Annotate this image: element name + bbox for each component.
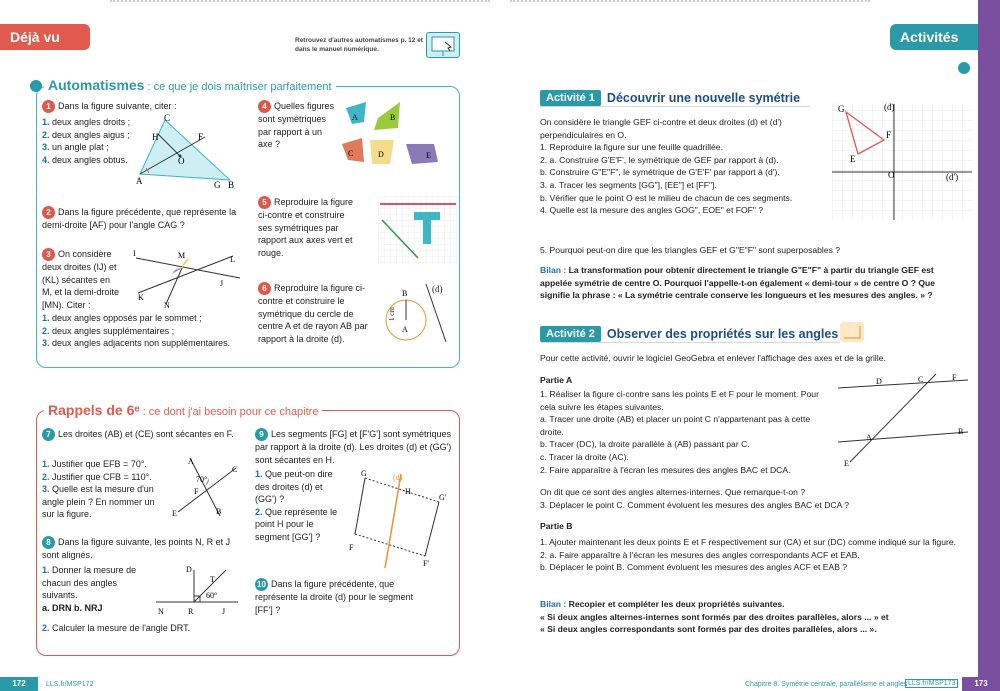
part-b-title: Partie B — [540, 521, 573, 531]
svg-text:A: A — [188, 457, 194, 466]
svg-text:G': G' — [439, 493, 447, 502]
activity-2-heading: Activité 2 Observer des propriétés sur les angles — [540, 326, 838, 342]
page-dots — [510, 0, 870, 8]
ex6-figure — [380, 282, 450, 352]
svg-text:O: O — [888, 170, 895, 180]
svg-text:E: E — [426, 151, 431, 160]
activity-2-intro: Pour cette activité, ouvrir le logiciel GeoGebra et enlever l'affichage des axes et de la grille. — [540, 353, 886, 363]
automatismes-header: Automatismes : ce que je dois maîtriser parfaitement — [44, 77, 336, 93]
ex7-figure — [170, 454, 245, 524]
part-a-text: 1. Réaliser la figure ci-contre sans les points E et F pour le moment. Pour cela suivre les étapes suivantes. a. Tracer une droite (AB) et placer un point C n'appartenant pas à cette droite. b. Tracer (DC), la droite parallèle à (AB) passant par C. c. Tracer la droite (AC). 2. Faire apparaître à l'écran les mesures des angles BAC et DCA. — [540, 389, 819, 475]
ex9-list: 1. Que peut-on dire des droites (d) et (GG') ? 2. Que représente le point H pour le segment [GG'] ? — [255, 469, 338, 542]
svg-text:N: N — [158, 607, 164, 616]
svg-text:R: R — [188, 607, 194, 616]
svg-text:B: B — [390, 113, 396, 122]
svg-text:(d): (d) — [432, 284, 443, 294]
ex8-q2: 2. Calculer la mesure de l'angle DRT. — [42, 623, 191, 633]
svg-text:E: E — [172, 509, 177, 518]
monitor-icon[interactable] — [426, 32, 460, 58]
svg-text:J: J — [220, 279, 224, 288]
teal-dot — [30, 80, 42, 92]
svg-text:D: D — [876, 377, 882, 386]
svg-text:K: K — [138, 293, 144, 302]
footer-left[interactable]: LLS.fr/MSP172 — [46, 681, 94, 688]
activity-2-bilan: Bilan : Recopier et compléter les deux propriétés suivantes. « Si deux angles alternes-internes sont formés par des droites parallèles, alors ... » et « Si deux angles correspondants sont formés par des droites parallèles, alors ... ». — [540, 599, 889, 635]
svg-text:F: F — [952, 373, 957, 382]
svg-text:G: G — [361, 470, 367, 478]
footer-chapter: Chapitre 8. Symétrie centrale, parallélisme et angles — [745, 681, 908, 688]
svg-text:F: F — [886, 130, 892, 140]
svg-text:T: T — [210, 575, 215, 584]
svg-text:E: E — [850, 154, 856, 164]
svg-text:F': F' — [423, 559, 429, 568]
ex8-figure — [150, 562, 242, 620]
geogebra-icon[interactable] — [840, 322, 864, 342]
ex3: 3 On considère deux droites (IJ) et (KL) sécantes en M, et la demi-droite [MN). Citer : — [42, 249, 120, 310]
purple-spine — [978, 0, 1000, 691]
divider-1 — [540, 106, 810, 107]
activity-1-text: On considère le triangle GEF ci-contre et deux droites (d) et (d') perpendiculaires en O. 1. Reproduire la figure sur une feuille quadrillée. 2. a. Construire G'E'F', le symétrique de GEF par rapport à (d). b. Construire G"E"F", le symétrique de G'E'F' par rapport à (d'). 3. a. Tracer les segments [GG"], [EE"] et [FF"]. b. Vérifier que le point O est le milieu de chacun de ces segments. 4. Quelle est la mesure des angles GOG", EOE" et FOF" ? — [540, 117, 793, 216]
ex9: 9 Les segments [FG] et [F'G'] sont symétriques par rapport à la droite (d). Les droites (d) et (GG') sont sécantes en H. — [255, 429, 452, 465]
footer-link-right[interactable]: LLS.fr/MSP173 — [905, 679, 958, 688]
svg-text:C: C — [348, 149, 354, 158]
svg-text:F: F — [198, 132, 204, 142]
ex2: 2 Dans la figure précédente, que représente la demi-droite [AF) pour l'angle CAG ? — [42, 207, 237, 231]
activity-1-figure — [832, 100, 972, 220]
ex9-figure — [345, 470, 457, 570]
activites-tab: Activités — [890, 24, 978, 50]
ex1: 1 Dans la figure suivante, citer : — [42, 100, 202, 113]
svg-text:H: H — [152, 132, 159, 142]
ex8-list: 1. Donner la mesure de chacun des angles suivants. a. DRN b. NRJ — [42, 565, 137, 613]
part-b-text: 1. Ajouter maintenant les deux points E et F respectivement sur (CA) et sur (DC) comme indiqué sur la figure. 2. a. Faire apparaître à l'écran les mesures des angles correspondants ACF et EAB. b. Déplacer le point B. Comment évoluent les mesures des angles ACF et EAB ? — [540, 537, 957, 573]
svg-text:A: A — [402, 325, 408, 334]
svg-text:F: F — [349, 543, 354, 552]
svg-text:C: C — [918, 375, 924, 384]
ex5-figure — [378, 196, 458, 264]
svg-text:O: O — [178, 156, 185, 166]
ex3-figure — [128, 248, 243, 310]
activity-1-heading: Activité 1 Découvrir une nouvelle symétrie — [540, 90, 800, 106]
part-a-text-2: On dit que ce sont des angles alternes-internes. Que remarque-t-on ? 3. Déplacer le point C. Comment évoluent les mesures des angles BAC et DCA ? — [540, 487, 850, 510]
activity-2-figure — [832, 372, 972, 468]
svg-text:A: A — [136, 176, 143, 186]
ex4: 4 Quelles figures sont symétriques par rapport à un axe ? — [258, 101, 335, 150]
svg-text:(d'): (d') — [946, 172, 959, 182]
svg-text:A: A — [866, 433, 872, 442]
ex1-figure — [130, 112, 240, 192]
svg-text:1 cm: 1 cm — [388, 307, 396, 321]
svg-text:B: B — [402, 289, 408, 298]
svg-text:A: A — [352, 113, 358, 122]
svg-text:C: C — [232, 465, 238, 474]
svg-text:E: E — [844, 459, 849, 468]
page-number-left: 172 — [0, 677, 38, 691]
svg-text:D: D — [186, 565, 192, 574]
svg-text:B: B — [216, 507, 222, 516]
svg-text:(d): (d) — [393, 473, 403, 482]
ex5: 5 Reproduire la figure ci-contre et construire ses symétriques par rapport aux axes vert et rouge. — [258, 197, 354, 258]
svg-text:M: M — [178, 251, 186, 260]
rappels-header: Rappels de 6ᵉ : ce dont j'ai besoin pour ce chapitre — [44, 402, 322, 418]
deja-vu-tab: Déjà vu — [0, 24, 90, 50]
activity-1-q5: 5. Pourquoi peut-on dire que les triangles GEF et G"E"F" sont superposables ? — [540, 245, 841, 255]
svg-text:I: I — [133, 249, 136, 258]
divider-2 — [540, 342, 840, 343]
ex3-list: 1. deux angles opposés par le sommet ; 2. deux angles supplémentaires ; 3. deux angles adjacents non supplémentaires. — [42, 313, 231, 348]
svg-text:N: N — [164, 301, 170, 310]
page-number-right: 173 — [962, 677, 1000, 691]
teal-dot — [958, 62, 970, 74]
svg-text:(d): (d) — [884, 102, 895, 112]
svg-text:L: L — [230, 255, 235, 264]
svg-text:H: H — [405, 487, 411, 496]
ex8: 8 Dans la figure suivante, les points N, R et J sont alignés. — [42, 537, 231, 561]
ex1-list: 1. deux angles droits ; 2. deux angles aigus ; 3. un angle plat ; 4. deux angles obtus. — [42, 117, 131, 165]
ex7: 7 Les droites (AB) et (CE) sont sécantes en F. — [42, 428, 242, 441]
page-dots — [110, 0, 490, 8]
ex4-shapes — [338, 100, 458, 185]
activity-1-bilan: Bilan : La transformation pour obtenir directement le triangle G"E"F" à partir du triangle GEF est appelée symétrie de centre O. Pourquoi l'appelle-t-on également « demi-tour » de centre O ? Que signifie la phrase : « La symétrie centrale conserve les longueurs et les mesures des angles. » ? — [540, 265, 936, 301]
svg-text:B: B — [228, 180, 235, 190]
svg-text:G: G — [214, 180, 221, 190]
ex10: 10 Dans la figure précédente, que représente la droite (d) pour le segment [FF'] ? — [255, 579, 414, 615]
svg-text:D: D — [378, 150, 384, 159]
svg-text:60°: 60° — [206, 591, 218, 600]
svg-text:F: F — [194, 487, 199, 496]
svg-text:70°: 70° — [196, 475, 208, 484]
svg-text:G: G — [838, 104, 845, 114]
ex7-list: 1. Justifier que EFB = 70°. 2. Justifier que CFB = 110°. 3. Quelle est la mesure d'un angle plein ? En nommer un sur la figure. — [42, 459, 155, 519]
part-a-title: Partie A — [540, 375, 573, 385]
ex6: 6 Reproduire la figure ci-contre et construire le symétrique du cercle de centre A et de rayon AB par rapport à la droite (d). — [258, 283, 368, 344]
ref-note: Retrouvez d'autres automatismes p. 12 et dans le manuel numérique. — [295, 37, 423, 53]
svg-text:J: J — [222, 607, 226, 616]
svg-text:B: B — [958, 427, 964, 436]
svg-text:C: C — [164, 113, 171, 123]
